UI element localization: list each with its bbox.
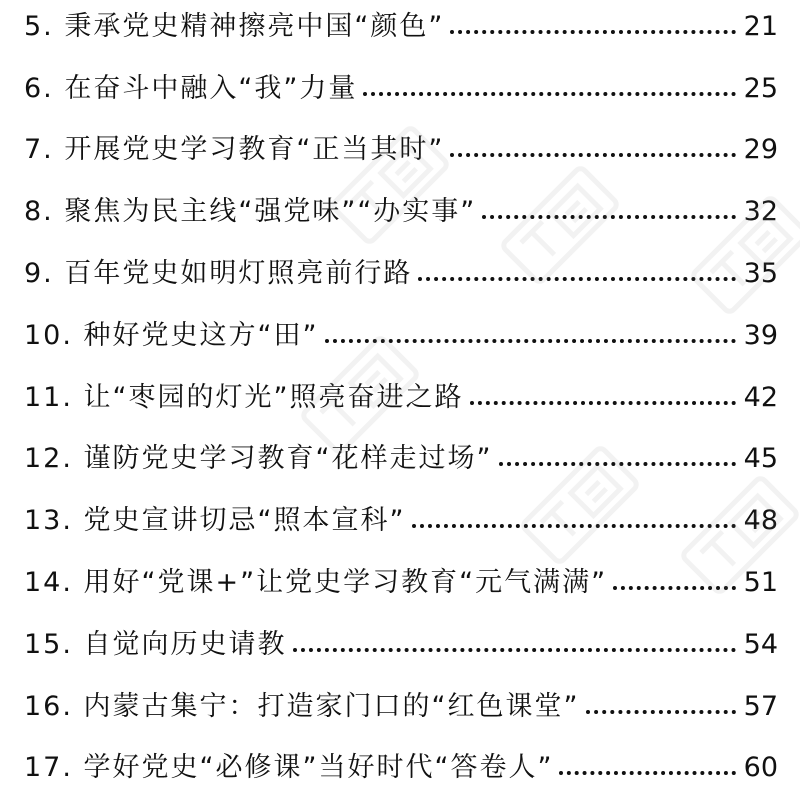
- toc-entry-page: 60: [743, 752, 778, 784]
- toc-dot-leader: [293, 648, 736, 652]
- toc-entry-title: 11. 让“枣园的灯光”照亮奋进之路: [24, 381, 464, 413]
- toc-entry-title: 15. 自觉向历史请教: [24, 628, 287, 660]
- toc-entry-title: 5. 秉承党史精神擦亮中国“颜色”: [24, 10, 445, 42]
- table-of-contents: [24, 0, 778, 785]
- toc-entry[interactable]: [24, 106, 778, 168]
- toc-dot-leader: [325, 339, 736, 343]
- toc-entry-title: 9. 百年党史如明灯照亮前行路: [24, 257, 413, 289]
- toc-entry[interactable]: [24, 167, 778, 229]
- toc-entry-title: 14. 用好“党课+”让党史学习教育“元气满满”: [24, 566, 608, 598]
- toc-dot-leader: [412, 524, 736, 528]
- toc-entry[interactable]: [24, 538, 778, 600]
- toc-entry-title: 13. 党史宣讲切忌“照本宣科”: [24, 505, 406, 537]
- toc-entry[interactable]: [24, 415, 778, 477]
- toc-entry-page: 25: [743, 72, 778, 104]
- toc-entry-page: 48: [743, 505, 778, 537]
- toc-entry-page: 57: [743, 690, 778, 722]
- toc-dot-leader: [586, 710, 736, 714]
- toc-dot-leader: [450, 153, 735, 157]
- toc-entry[interactable]: [24, 291, 778, 353]
- toc-entry-page: 35: [743, 257, 778, 289]
- toc-dot-leader: [450, 30, 735, 34]
- toc-entry-title: 7. 开展党史学习教育“正当其时”: [24, 134, 445, 166]
- toc-dot-leader: [363, 92, 735, 96]
- toc-entry[interactable]: [24, 662, 778, 724]
- toc-entry-page: 29: [743, 134, 778, 166]
- toc-entry-title: 12. 谨防党史学习教育“花样走过场”: [24, 443, 493, 475]
- toc-entry-title: 17. 学好党史“必修课”当好时代“答卷人”: [24, 752, 554, 784]
- toc-dot-leader: [482, 215, 735, 219]
- toc-entry[interactable]: [24, 0, 778, 44]
- toc-entry-title: 8. 聚焦为民主线“强党味”“办实事”: [24, 196, 477, 228]
- toc-entry-page: 45: [743, 443, 778, 475]
- toc-entry-page: 32: [743, 196, 778, 228]
- toc-entry-page: 42: [743, 381, 778, 413]
- toc-entry[interactable]: [24, 724, 778, 786]
- toc-entry[interactable]: [24, 229, 778, 291]
- toc-entry-page: 51: [743, 566, 778, 598]
- toc-entry[interactable]: [24, 600, 778, 662]
- toc-dot-leader: [613, 586, 736, 590]
- toc-entry-page: 21: [743, 10, 778, 42]
- toc-entry[interactable]: [24, 476, 778, 538]
- toc-entry-page: 39: [743, 319, 778, 351]
- toc-entry-title: 6. 在奋斗中融入“我”力量: [24, 72, 358, 104]
- toc-entry[interactable]: [24, 44, 778, 106]
- toc-dot-leader: [470, 401, 736, 405]
- toc-dot-leader: [559, 771, 735, 775]
- toc-entry-title: 10. 种好党史这方“田”: [24, 319, 319, 351]
- toc-entry-page: 54: [743, 628, 778, 660]
- toc-dot-leader: [499, 462, 736, 466]
- toc-dot-leader: [418, 277, 735, 281]
- toc-entry[interactable]: [24, 353, 778, 415]
- toc-entry-title: 16. 内蒙古集宁：打造家门口的“红色课堂”: [24, 690, 580, 722]
